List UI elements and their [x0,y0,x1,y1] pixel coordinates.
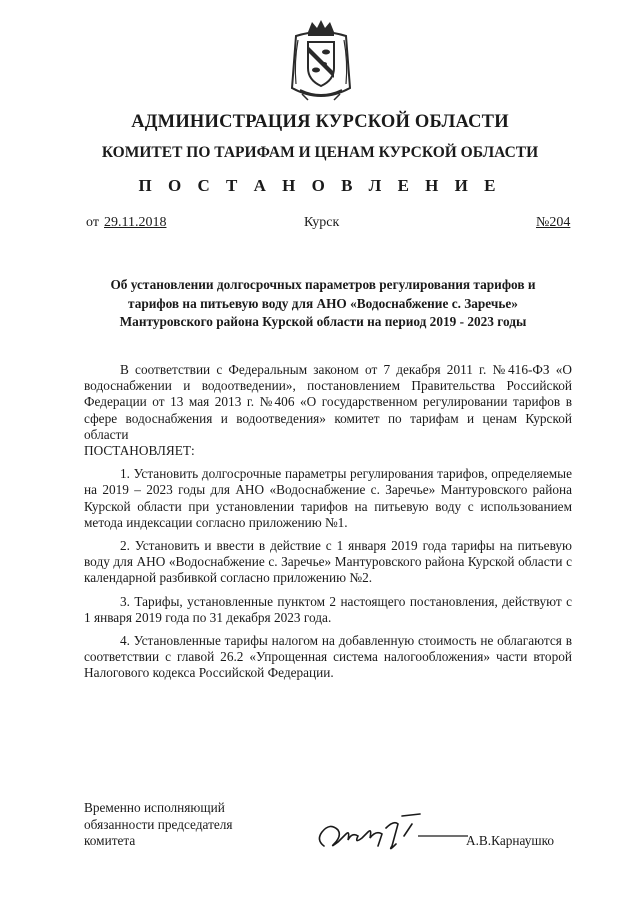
document-type-heading: П О С Т А Н О В Л Е Н И Е [138,176,502,195]
position-line-2: обязанности председателя [84,816,233,832]
item-2-paragraph: 2. Установить и ввести в действие с 1 января 2019 года тарифы на питьевую воду для АНО «Водоснабжение с. Заречье» Мантуровского района Курской области с календарной разбивкой согласно приложению №2. [84,538,572,586]
preamble-text: В соответствии с Федеральным законом от 7 декабря 2011 г. №416-ФЗ «О водоснабжении и водоотведении», постановлением Правительства Российской Федерации от 13 мая 2013 г. №406 «О государственном регулировании тарифов в сфере водоснабжения и водоотведения» комитет по тарифам и ценам Курской области [84,362,572,442]
document-body [84,362,572,682]
position-line-1: Временно исполняющий [84,800,225,815]
document-city: Курск [304,215,340,230]
administration-heading: АДМИНИСТРАЦИЯ КУРСКОЙ ОБЛАСТИ [131,112,509,132]
committee-heading: КОМИТЕТ ПО ТАРИФАМ И ЦЕНАМ КУРСКОЙ ОБЛАСТИ [101,144,539,161]
position-line-3: комитета [84,833,136,848]
item-4-paragraph: 4. Установленные тарифы налогом на добавленную стоимость не облагаются в соответствии с главой 26.2 «Упрощенная система налогообложения» части второй Налогового кодекса Российской Федерации. [84,633,572,681]
item-1-paragraph: 1. Установить долгосрочные параметры регулирования тарифов, определяемые на 2019 – 2023 годы для АНО «Водоснабжение с. Заречье» Мантуровского района Курской области при установлении тарифов на питьевую воду с использованием метода индексации согласно приложению №1. [84,466,572,530]
coat-of-arms-icon [288,18,354,106]
date-prefix: от [86,215,99,230]
document-date: 29.11.2018 [104,215,167,230]
document-title: Об установлении долгосрочных параметров регулирования тарифов и тарифов на питьевую воду для АНО «Водоснабжение с. Заречье» Мантуровского района Курской области на период 2019 - 2023 годы [110,277,536,330]
resolves-word: ПОСТАНОВЛЯЕТ: [84,443,195,459]
preamble-paragraph [84,362,572,459]
item-3-paragraph: 3. Тарифы, установленные пунктом 2 настоящего постановления, действуют с 1 января 2019 года по 31 декабря 2023 года. [84,593,572,625]
signatory-position [84,800,233,850]
document-number: №204 [536,215,571,230]
signatory-name: А.В.Карнаушко [466,833,555,848]
handwritten-signature-icon [312,806,472,858]
